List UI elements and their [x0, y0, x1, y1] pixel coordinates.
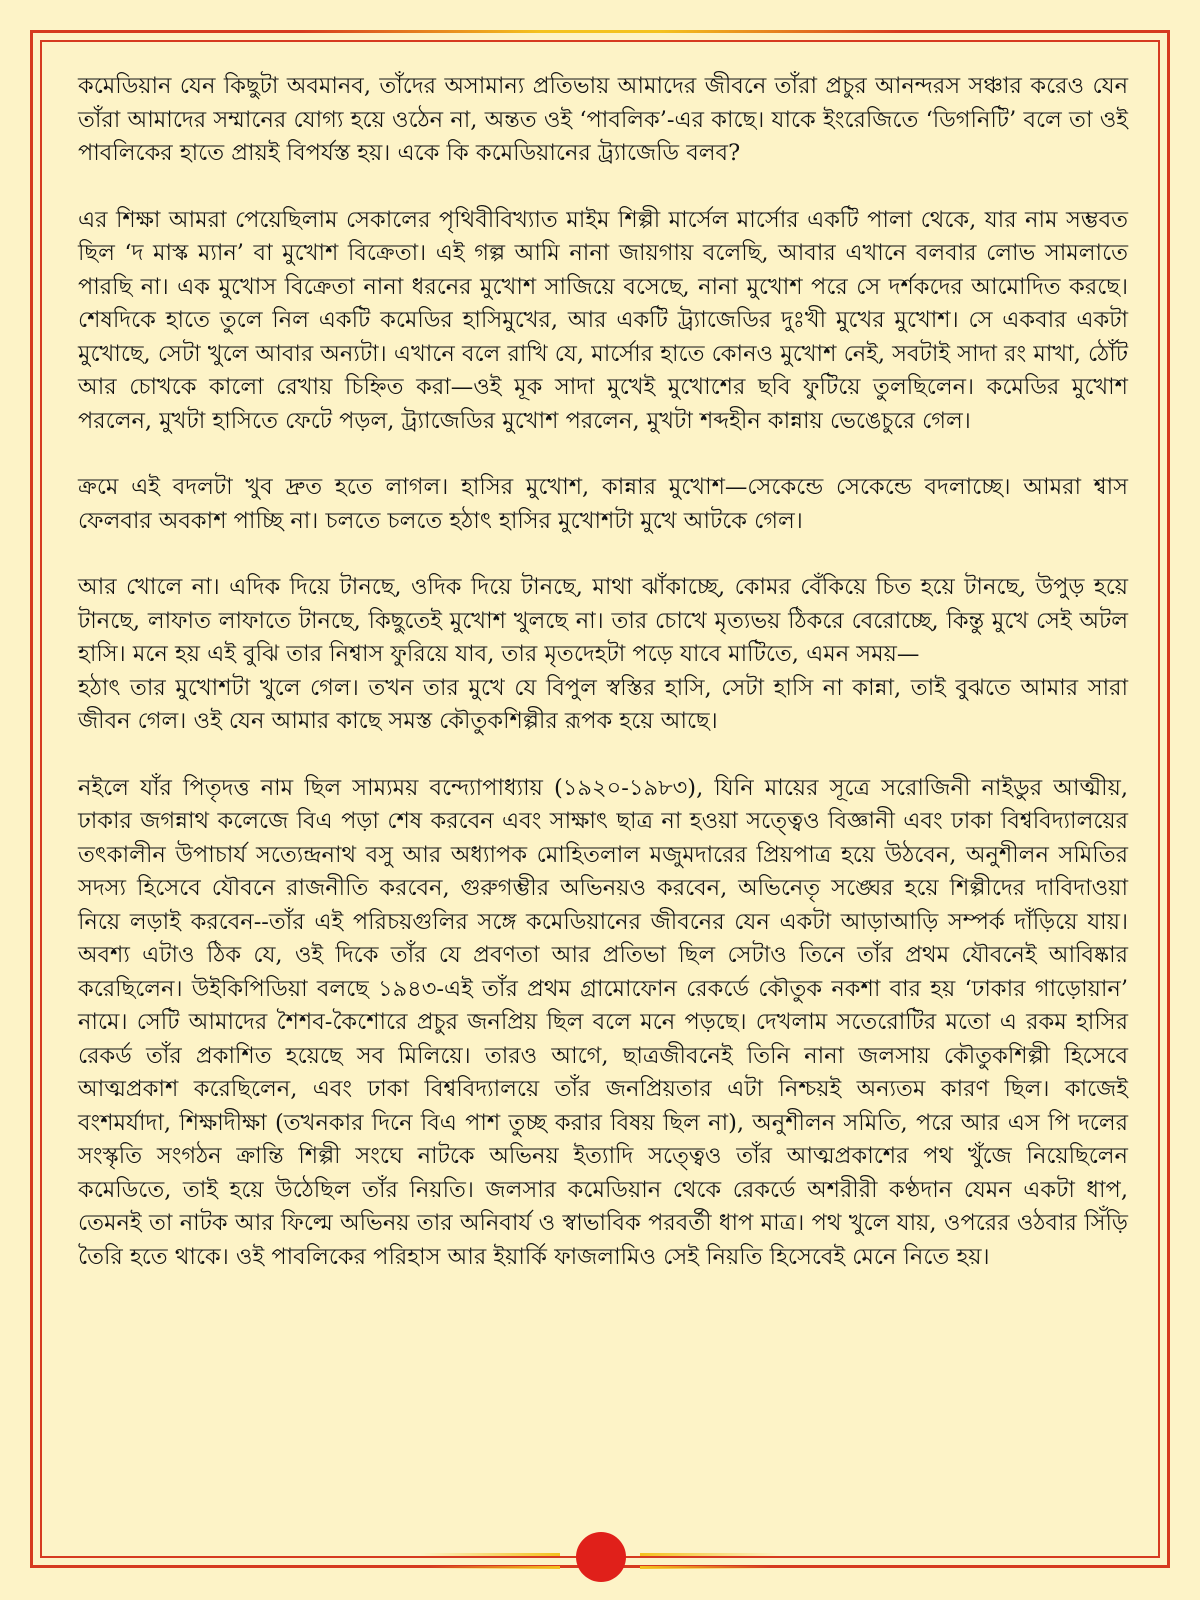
red-dot-ornament — [576, 1532, 626, 1582]
paragraph-1: কমেডিয়ান যেন কিছুটা অবমানব, তাঁদের অসামান্য প্রতিভায় আমাদের জীবনে তাঁরা প্রচুর আনন্দরস সঞ্চার করেও যেন তাঁরা আমাদের সম্মানের যোগ্য হয়ে ওঠেন না, অন্তত ওই ‘পাবলিক’-এর কাছে। যাকে ইংরেজিতে ‘ডিগনিটি’ বলে তা ওই পাবলিকের হাতে প্রায়ই বিপর্যস্ত হয়। একে কি কমেডিয়ানের ট্র্যাজেডি বলব? — [78, 73, 1128, 166]
bottom-gold-ornament-left-lower — [430, 1566, 560, 1569]
paragraph-5: হঠাৎ তার মুখোশটা খুলে গেল। তখন তার মুখে যে বিপুল স্বস্তির হাসি, সেটা হাসি না কান্না, তাই বুঝতে আমার সারা জীবন গেল। ওই যেন আমার কাছে সমস্ত কৌতুকশিল্পীর রূপক হয়ে আছে। — [78, 674, 1128, 734]
bottom-gold-ornament-right — [640, 1553, 780, 1556]
bottom-gold-ornament-left — [420, 1553, 560, 1556]
paragraph-6: নইলে যাঁর পিতৃদত্ত নাম ছিল সাম্যময় বন্দ্যোপাধ্যায় (১৯২০-১৯৮৩), যিনি মায়ের সূত্রে সরোজিনী নাইডুর আত্মীয়, ঢাকার জগন্নাথ কলেজে বিএ পড়া শেষ করবেন এবং সাক্ষাৎ ছাত্র না হওয়া সত্ত্বেও বিজ্ঞানী এবং ঢাকা বিশ্ববিদ্যালয়ের তৎকালীন উপাচার্য সত্যেন্দ্রনাথ বসু আর অধ্যাপক মোহিতলাল মজুমদারের প্রিয়পাত্র হয়ে উঠবেন, অনুশীলন সমিতির সদস্য হিসেবে যৌবনে রাজনীতি করবেন, গুরুগম্ভীর অভিনয়ও করবেন, অভিনেতৃ সঙ্ঘের হয়ে শিল্পীদের দাবিদাওয়া নিয়ে লড়াই করবেন--তাঁর এই পরিচয়গুলির সঙ্গে কমেডিয়ানের জীবনের যেন একটা আড়াআড়ি সম্পর্ক দাঁড়িয়ে যায়। অবশ্য এটাও ঠিক যে, ওই দিকে তাঁর যে প্রবণতা আর প্রতিভা ছিল সেটাও তিনে তাঁর প্রথম যৌবনেই আবিষ্কার করেছিলেন। উইকিপিডিয়া বলছে ১৯৪৩-এই তাঁর প্রথম গ্রামোফোন রেকর্ডে কৌতুক নকশা বার হয় ‘ঢাকার গাড়োয়ান’ নামে। সেটি আমাদের শৈশব-কৈশোরে প্রচুর জনপ্রিয় ছিল বলে মনে পড়ছে। দেখলাম সতেরোটির মতো এ রকম হাসির রেকর্ড তাঁর প্রকাশিত হয়েছে সব মিলিয়ে। তারও আগে, ছাত্রজীবনেই তিনি নানা জলসায় কৌতুকশিল্পী হিসেবে আত্মপ্রকাশ করেছিলেন, এবং ঢাকা বিশ্ববিদ্যালয়ে তাঁর জনপ্রিয়তার এটা নিশ্চয়ই অন্যতম কারণ ছিল। কাজেই বংশমর্যাদা, শিক্ষাদীক্ষা (তখনকার দিনে বিএ পাশ তুচ্ছ করার বিষয় ছিল না), অনুশীলন সমিতি, পরে আর এস পি দলের সংস্কৃতি সংগঠন ক্রান্তি শিল্পী সংঘে নাটকে অভিনয় ইত্যাদি সত্ত্বেও তাঁর আত্মপ্রকাশের পথ খুঁজে নিয়েছিলেন কমেডিতে, তাই হয়ে উঠেছিল তাঁর নিয়তি। জলসার কমেডিয়ান থেকে রেকর্ডে অশরীরী কণ্ঠদান যেমন একটা ধাপ, তেমনই তা নাটক আর ফিল্মে অভিনয় তার অনিবার্য ও স্বাভাবিক পরবর্তী ধাপ মাত্র। পথ খুলে যায়, ওপরের ওঠবার সিঁড়ি তৈরি হতে থাকে। ওই পাবলিকের পরিহাস আর ইয়ার্কি ফাজলামিও সেই নিয়তি হিসেবেই মেনে নিতে হয়। — [78, 774, 1128, 1270]
paragraph-2: এর শিক্ষা আমরা পেয়েছিলাম সেকালের পৃথিবীবিখ্যাত মাইম শিল্পী মার্সেল মার্সোর একটি পালা থেকে, যার নাম সম্ভবত ছিল ‘দ মাস্ক ম্যান’ বা মুখোশ বিক্রেতা। এই গল্প আমি নানা জায়গায় বলেছি, আবার এখানে বলবার লোভ সামলাতে পারছি না। এক মুখোস বিক্রেতা নানা ধরনের মুখোশ সাজিয়ে বসেছে, নানা মুখোশ পরে সে দর্শকদের আমোদিত করছে। শেষদিকে হাতে তুলে নিল একটি কমেডির হাসিমুখের, আর একটি ট্র্যাজেডির দুঃখী মুখের মুখোশ। সে একবার একটা মুখোছে, সেটা খুলে আবার অন্যটা। এখানে বলে রাখি যে, মার্সোর হাতে কোনও মুখোশ নেই, সবটাই সাদা রং মাখা, ঠোঁট আর চোখকে কালো রেখায় চিহ্নিত করা—ওই মূক সাদা মুখেই মুখোশের ছবি ফুটিয়ে তুলছিলেন। কমেডির মুখোশ পরলেন, মুখটা হাসিতে ফেটে পড়ল, ট্র্যাজেডির মুখোশ পরলেন, মুখটা শব্দহীন কান্নায় ভেঙেচুরে গেল। — [78, 206, 1128, 434]
paragraph-3: ক্রমে এই বদলটা খুব দ্রুত হতে লাগল। হাসির মুখোশ, কান্নার মুখোশ—সেকেন্ডে সেকেন্ডে বদলাচ্ছে। আমরা শ্বাস ফেলবার অবকাশ পাচ্ছি না। চলতে চলতে হঠাৎ হাসির মুখোশটা মুখে আটকে গেল। — [78, 474, 1128, 534]
article-body — [78, 70, 1128, 1307]
bottom-gold-ornament-right-lower — [640, 1566, 770, 1569]
paragraph-4: আর খোলে না। এদিক দিয়ে টানছে, ওদিক দিয়ে টানছে, মাথা ঝাঁকাচ্ছে, কোমর বেঁকিয়ে চিত হয়ে টানছে, উপুড় হয়ে টানছে, লাফাত লাফাতে টানছে, কিছুতেই মুখোশ খুলছে না। তার চোখে মৃত্যভয় ঠিকরে বেরোচ্ছে, কিন্তু মুখে সেই অটল হাসি। মনে হয় এই বুঝি তার নিশ্বাস ফুরিয়ে যাব, তার মৃতদেহটা পড়ে যাবে মাটিতে, এমন সময়— — [78, 574, 1128, 667]
top-gold-ornament — [300, 30, 900, 33]
